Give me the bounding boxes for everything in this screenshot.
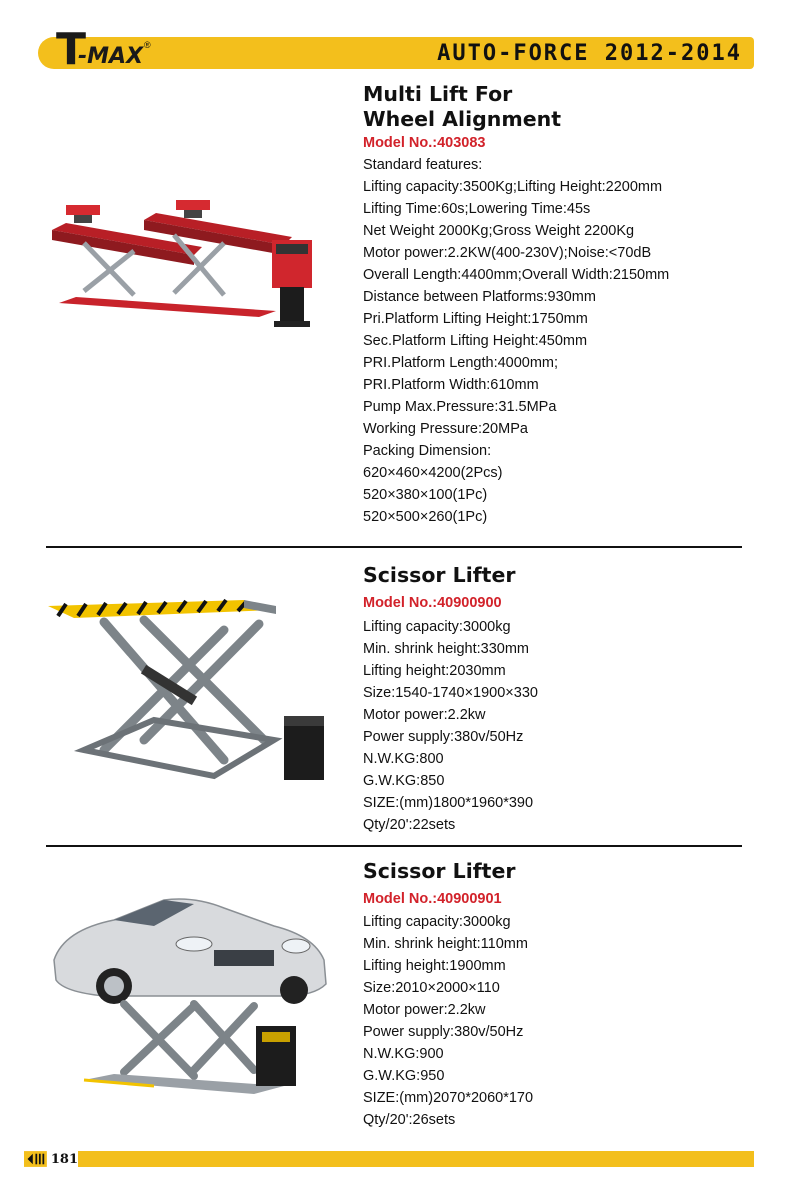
spec-item: N.W.KG:900 (363, 1046, 444, 1062)
spec-item: Working Pressure:20MPa (363, 421, 528, 437)
model-number: Model No.:40900901 (363, 891, 502, 907)
spec-item: Lifting capacity:3000kg (363, 914, 511, 930)
product-title-line2: Wheel Alignment (363, 107, 562, 131)
section-divider (46, 845, 742, 847)
registered-mark: ® (144, 40, 151, 50)
page-number-badge (24, 1150, 78, 1168)
multi-lift-image (44, 195, 334, 335)
section-divider (46, 546, 742, 548)
catalog-title: AUTO-FORCE 2012-2014 (437, 41, 742, 66)
spec-list (363, 616, 538, 836)
model-number: Model No.:403083 (363, 135, 486, 151)
spec-item: G.W.KG:950 (363, 1068, 445, 1084)
spec-item: Power supply:380v/50Hz (363, 729, 524, 745)
spec-item: Standard features: (363, 157, 483, 173)
spec-item: Lifting Time:60s;Lowering Time:45s (363, 201, 591, 217)
spec-item: Pri.Platform Lifting Height:1750mm (363, 311, 588, 327)
spec-item: 620×460×4200(2Pcs) (363, 465, 503, 481)
spec-item: N.W.KG:800 (363, 751, 444, 767)
logo-initial: T (56, 24, 85, 75)
spec-item: G.W.KG:850 (363, 773, 445, 789)
spec-list (363, 911, 533, 1131)
spec-item: PRI.Platform Width:610mm (363, 377, 539, 393)
spec-item: Lifting height:1900mm (363, 958, 506, 974)
product-title: Multi Lift For (363, 82, 513, 106)
spec-item: SIZE:(mm)1800*1960*390 (363, 795, 534, 811)
spec-item: Lifting capacity:3000kg (363, 619, 511, 635)
spec-item: Lifting height:2030mm (363, 663, 506, 679)
product-title: Scissor Lifter (363, 859, 516, 883)
logo-text: -MAX (78, 44, 144, 69)
spec-item: Min. shrink height:110mm (363, 936, 528, 952)
brand-logo (56, 24, 151, 75)
spec-item: 520×500×260(1Pc) (363, 509, 488, 525)
spec-item: Sec.Platform Lifting Height:450mm (363, 333, 588, 349)
spec-item: Net Weight 2000Kg;Gross Weight 2200Kg (363, 223, 635, 239)
spec-item: Qty/20':22sets (363, 817, 456, 833)
spec-item: Size:2010×2000×110 (363, 980, 500, 996)
spec-item: SIZE:(mm)2070*2060*170 (363, 1090, 534, 1106)
spec-item: 520×380×100(1Pc) (363, 487, 488, 503)
spec-item: Overall Length:4400mm;Overall Width:2150mm (363, 267, 670, 283)
spec-item: Min. shrink height:330mm (363, 641, 530, 657)
spec-item: Power supply:380v/50Hz (363, 1024, 524, 1040)
page-marker-icon (24, 1150, 47, 1168)
model-number: Model No.:40900900 (363, 595, 502, 611)
spec-item: Qty/20':26sets (363, 1112, 456, 1128)
spec-item: PRI.Platform Length:4000mm; (363, 355, 559, 371)
scissor-lifter-image (44, 590, 334, 790)
spec-item: Motor power:2.2kw (363, 1002, 486, 1018)
spec-item: Lifting capacity:3500Kg;Lifting Height:2200mm (363, 179, 663, 195)
spec-item: Size:1540-1740×1900×330 (363, 685, 538, 701)
page-number: 181 (50, 1151, 78, 1167)
spec-item: Pump Max.Pressure:31.5MPa (363, 399, 557, 415)
spec-item: Distance between Platforms:930mm (363, 289, 596, 305)
footer-bar (78, 1151, 754, 1167)
spec-list (363, 154, 669, 528)
spec-item: Packing Dimension: (363, 443, 492, 459)
spec-item: Motor power:2.2kw (363, 707, 486, 723)
car-scissor-lifter-image (44, 880, 334, 1100)
product-title: Scissor Lifter (363, 563, 516, 587)
spec-item: Motor power:2.2KW(400-230V);Noise:<70dB (363, 245, 652, 261)
